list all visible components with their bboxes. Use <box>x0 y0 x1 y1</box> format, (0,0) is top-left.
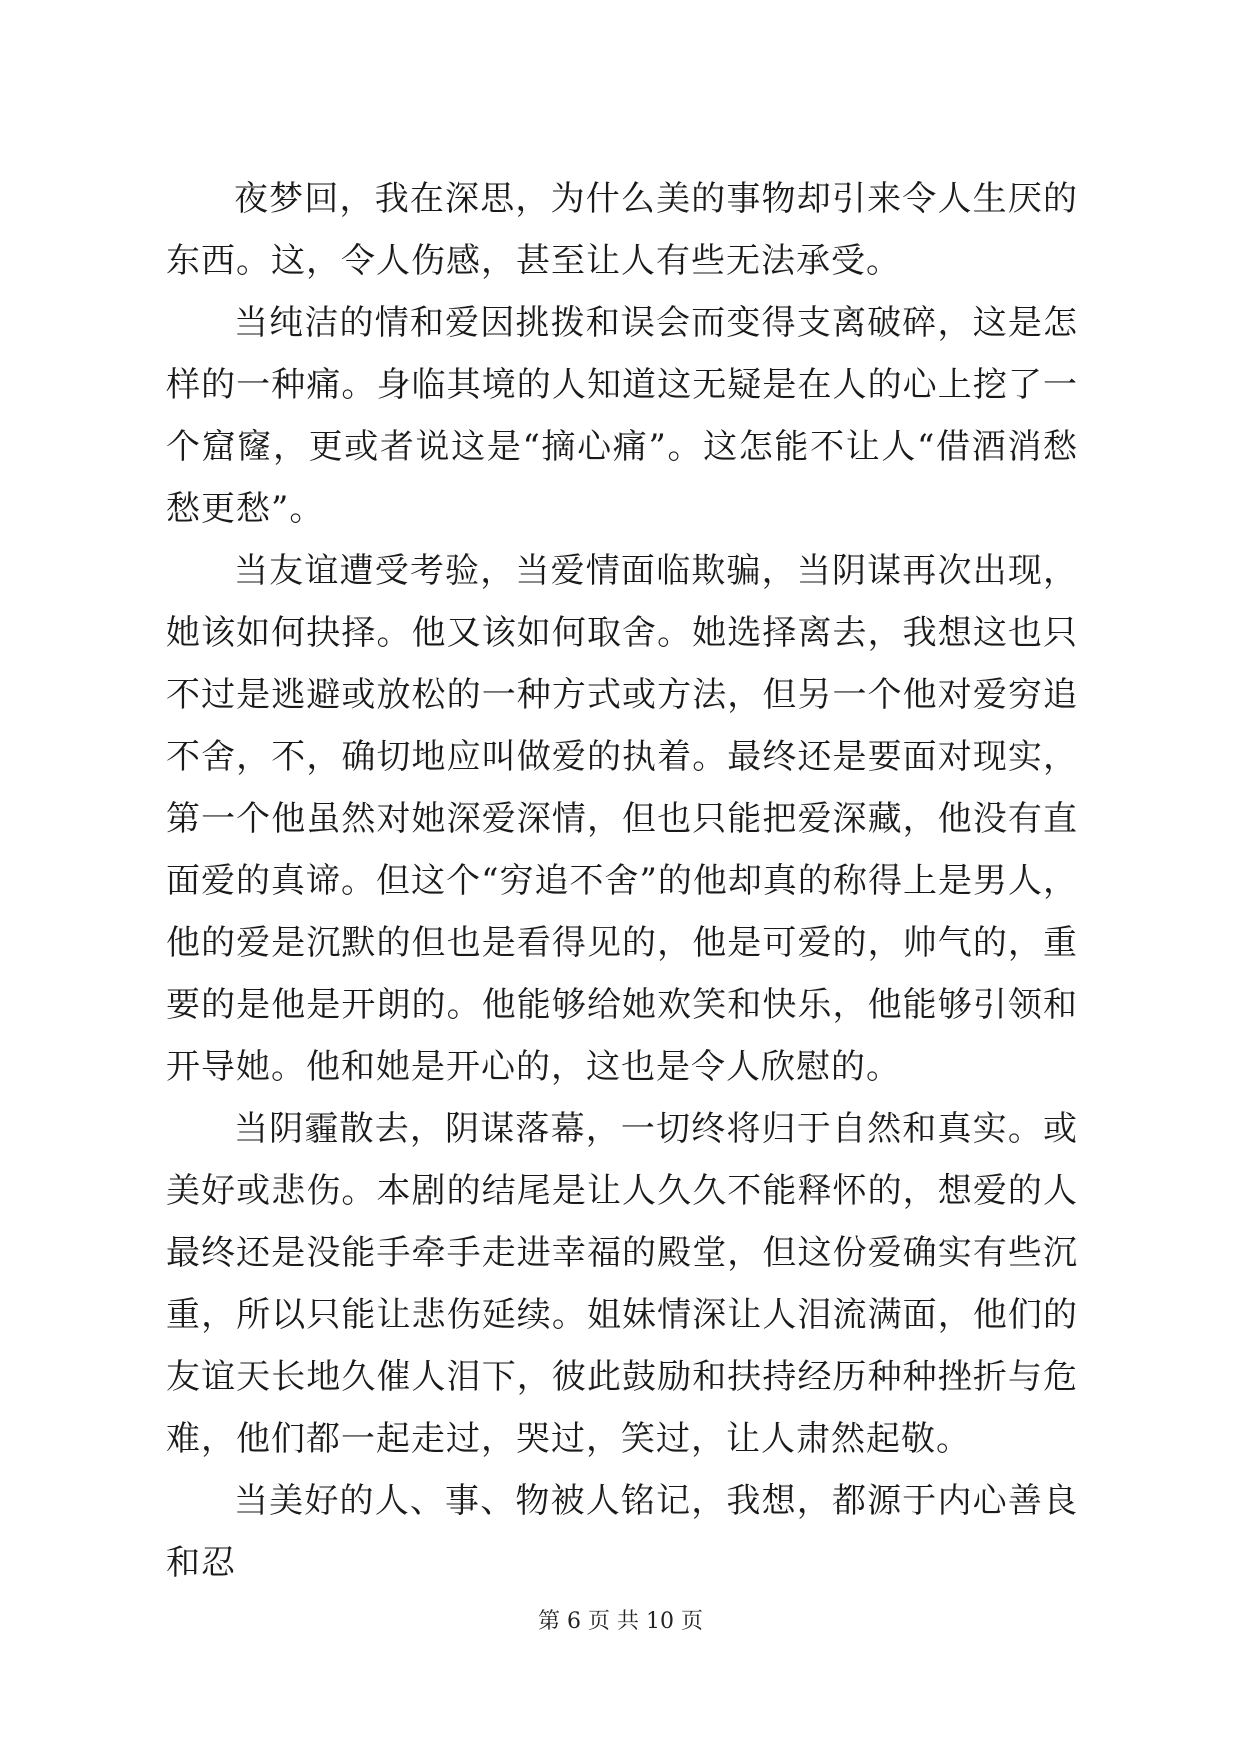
page-number-label: 第 6 页 共 10 页 <box>538 1609 703 1634</box>
paragraph: 当美好的人、事、物被人铭记，我想，都源于内心善良和忍 <box>166 1481 1078 1583</box>
page-footer <box>0 1607 1241 1637</box>
paragraph: 当友谊遭受考验，当爱情面临欺骗，当阴谋再次出现，她该如何抉择。他又该如何取舍。她选择离去，我想这也只不过是逃避或放松的一种方式或方法，但另一个他对爱穷追不舍，不，确切地应叫做爱的执着。最终还是要面对现实，第一个他虽然对她深爱深情，但也只能把爱深藏，他没有直面爱的真谛。但这个“穷追不舍”的他却真的称得上是男人，他的爱是沉默的但也是看得见的，他是可爱的，帅气的，重要的是他是开朗的。他能够给她欢笑和快乐，他能够引领和开导她。他和她是开心的，这也是令人欣慰的。 <box>166 551 1078 1087</box>
paragraph: 当纯洁的情和爱因挑拨和误会而变得支离破碎，这是怎样的一种痛。身临其境的人知道这无疑是在人的心上挖了一个窟窿，更或者说这是“摘心痛”。这怎能不让人“借酒消愁愁更愁”。 <box>166 303 1078 529</box>
paragraph: 当阴霾散去，阴谋落幕，一切终将归于自然和真实。或美好或悲伤。本剧的结尾是让人久久不能释怀的，想爱的人最终还是没能手牵手走进幸福的殿堂，但这份爱确实有些沉重，所以只能让悲伤延续。姐妹情深让人泪流满面，他们的友谊天长地久催人泪下，彼此鼓励和扶持经历种种挫折与危难，他们都一起走过，哭过，笑过，让人肃然起敬。 <box>166 1109 1078 1459</box>
paragraph: 夜梦回，我在深思，为什么美的事物却引来令人生厌的东西。这，令人伤感，甚至让人有些无法承受。 <box>166 179 1078 281</box>
document-body <box>166 168 1078 1594</box>
